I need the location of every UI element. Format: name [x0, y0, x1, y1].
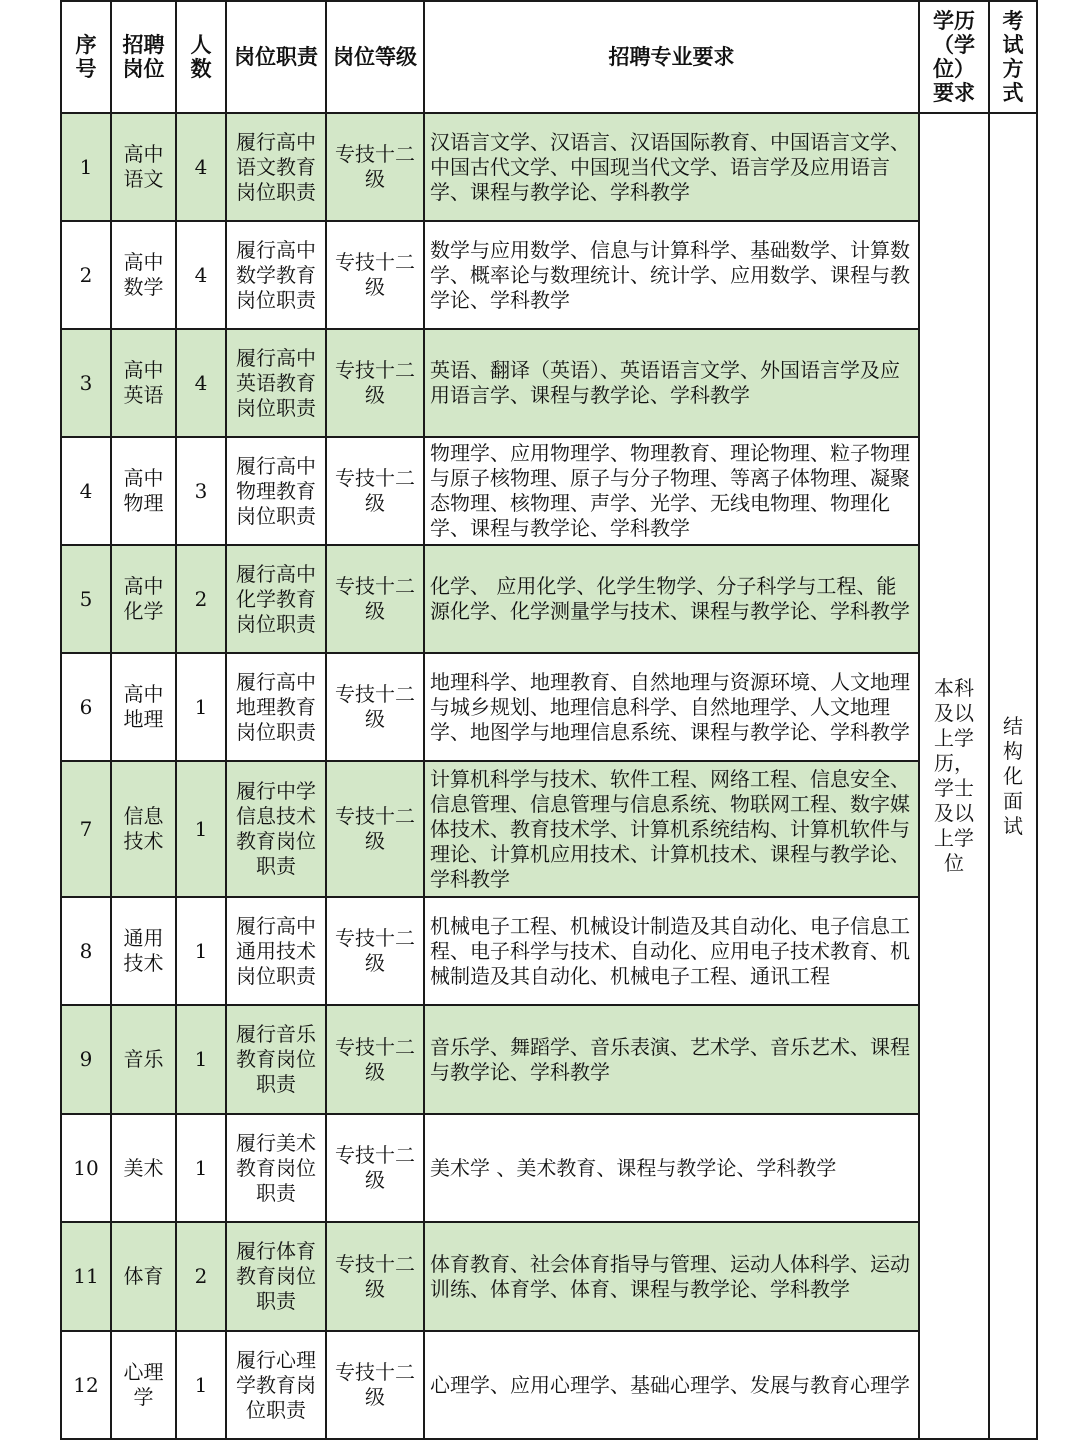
row-post: 高中英语: [111, 329, 176, 437]
row-grade: 专技十二级: [326, 545, 424, 653]
table-row: [61, 545, 1037, 653]
row-seq: 6: [61, 653, 111, 761]
row-seq: 3: [61, 329, 111, 437]
row-major: 汉语言文学、汉语言、汉语国际教育、中国语言文学、中国古代文学、中国现当代文学、语言学及应用语言学、课程与教学论、学科教学: [424, 113, 919, 221]
row-post: 信息技术: [111, 761, 176, 897]
row-grade: 专技十二级: [326, 113, 424, 221]
row-count: 2: [176, 545, 226, 653]
row-duty: 履行高中地理教育岗位职责: [226, 653, 326, 761]
row-count: 3: [176, 437, 226, 545]
row-major: 英语、翻译（英语）、英语语言文学、外国语言学及应用语言学、课程与教学论、学科教学: [424, 329, 919, 437]
row-major: 化学、 应用化学、化学生物学、分子科学与工程、能源化学、化学测量学与技术、课程与教学论、学科教学: [424, 545, 919, 653]
table-row: [61, 1005, 1037, 1114]
row-count: 1: [176, 1005, 226, 1114]
row-major: 机械电子工程、机械设计制造及其自动化、电子信息工程、电子科学与技术、自动化、应用电子技术教育、机械制造及其自动化、机械电子工程、通讯工程: [424, 897, 919, 1005]
row-grade: 专技十二级: [326, 329, 424, 437]
table-row: [61, 1222, 1037, 1331]
row-grade: 专技十二级: [326, 1005, 424, 1114]
row-major: 体育教育、社会体育指导与管理、运动人体科学、运动训练、体育学、体育、课程与教学论、学科教学: [424, 1222, 919, 1331]
row-post: 体育: [111, 1222, 176, 1331]
row-grade: 专技十二级: [326, 1331, 424, 1439]
row-grade: 专技十二级: [326, 653, 424, 761]
row-duty: 履行高中数学教育岗位职责: [226, 221, 326, 329]
row-seq: 2: [61, 221, 111, 329]
row-major: 美术学 、美术教育、课程与教学论、学科教学: [424, 1114, 919, 1222]
header-duty: 岗位职责: [226, 1, 326, 113]
row-grade: 专技十二级: [326, 897, 424, 1005]
row-major: 数学与应用数学、信息与计算科学、基础数学、计算数学、概率论与数理统计、统计学、应用数学、课程与教学论、学科教学: [424, 221, 919, 329]
row-post: 通用技术: [111, 897, 176, 1005]
table-row: [61, 1114, 1037, 1222]
row-duty: 履行体育教育岗位职责: [226, 1222, 326, 1331]
table-row: [61, 653, 1037, 761]
row-major: 音乐学、舞蹈学、音乐表演、艺术学、音乐艺术、课程与教学论、学科教学: [424, 1005, 919, 1114]
row-post: 高中数学: [111, 221, 176, 329]
row-seq: 9: [61, 1005, 111, 1114]
row-grade: 专技十二级: [326, 221, 424, 329]
exam-method: 结构化面试: [989, 113, 1037, 1439]
header-exam: 考试方式: [989, 1, 1037, 113]
row-count: 4: [176, 329, 226, 437]
row-count: 1: [176, 653, 226, 761]
row-major: 心理学、应用心理学、基础心理学、发展与教育心理学: [424, 1331, 919, 1439]
row-duty: 履行中学信息技术教育岗位职责: [226, 761, 326, 897]
row-seq: 8: [61, 897, 111, 1005]
row-duty: 履行高中语文教育岗位职责: [226, 113, 326, 221]
row-duty: 履行音乐教育岗位职责: [226, 1005, 326, 1114]
table-row: [61, 329, 1037, 437]
education-requirement: 本科及以上学历，学士及以上学位: [919, 113, 989, 1439]
row-count: 2: [176, 1222, 226, 1331]
row-count: 1: [176, 1331, 226, 1439]
row-grade: 专技十二级: [326, 1114, 424, 1222]
row-grade: 专技十二级: [326, 437, 424, 545]
row-duty: 履行高中英语教育岗位职责: [226, 329, 326, 437]
header-major: 招聘专业要求: [424, 1, 919, 113]
row-seq: 4: [61, 437, 111, 545]
header-count: 人数: [176, 1, 226, 113]
row-post: 高中化学: [111, 545, 176, 653]
row-count: 1: [176, 761, 226, 897]
row-count: 1: [176, 897, 226, 1005]
row-post: 美术: [111, 1114, 176, 1222]
table-row: [61, 113, 1037, 221]
row-count: 4: [176, 221, 226, 329]
row-major: 物理学、应用物理学、物理教育、理论物理、粒子物理与原子核物理、原子与分子物理、等离子体物理、凝聚态物理、核物理、声学、光学、无线电物理、物理化学、课程与教学论、学科教学: [424, 437, 919, 545]
row-duty: 履行高中物理教育岗位职责: [226, 437, 326, 545]
row-post: 心理学: [111, 1331, 176, 1439]
row-seq: 5: [61, 545, 111, 653]
row-seq: 1: [61, 113, 111, 221]
table-row: [61, 437, 1037, 545]
row-major: 计算机科学与技术、软件工程、网络工程、信息安全、信息管理、信息管理与信息系统、物联网工程、数字媒体技术、教育技术学、计算机系统结构、计算机软件与理论、计算机应用技术、计算机技术、课程与教学论、学科教学: [424, 761, 919, 897]
row-grade: 专技十二级: [326, 761, 424, 897]
header-post: 招聘岗位: [111, 1, 176, 113]
row-seq: 7: [61, 761, 111, 897]
row-major: 地理科学、地理教育、自然地理与资源环境、人文地理与城乡规划、地理信息科学、自然地理学、人文地理学、地图学与地理信息系统、课程与教学论、学科教学: [424, 653, 919, 761]
row-duty: 履行美术教育岗位职责: [226, 1114, 326, 1222]
recruitment-table: [60, 0, 1038, 1440]
row-seq: 11: [61, 1222, 111, 1331]
row-post: 高中语文: [111, 113, 176, 221]
row-count: 4: [176, 113, 226, 221]
table-row: [61, 1331, 1037, 1439]
row-duty: 履行心理学教育岗位职责: [226, 1331, 326, 1439]
row-count: 1: [176, 1114, 226, 1222]
row-post: 高中地理: [111, 653, 176, 761]
row-duty: 履行高中通用技术岗位职责: [226, 897, 326, 1005]
header-grade: 岗位等级: [326, 1, 424, 113]
row-post: 音乐: [111, 1005, 176, 1114]
header-education: 学历（学位）要求: [919, 1, 989, 113]
table-row: [61, 221, 1037, 329]
header-row: [61, 1, 1037, 113]
header-seq: 序号: [61, 1, 111, 113]
row-seq: 10: [61, 1114, 111, 1222]
table-row: [61, 761, 1037, 897]
row-grade: 专技十二级: [326, 1222, 424, 1331]
table-row: [61, 897, 1037, 1005]
row-post: 高中物理: [111, 437, 176, 545]
row-seq: 12: [61, 1331, 111, 1439]
row-duty: 履行高中化学教育岗位职责: [226, 545, 326, 653]
